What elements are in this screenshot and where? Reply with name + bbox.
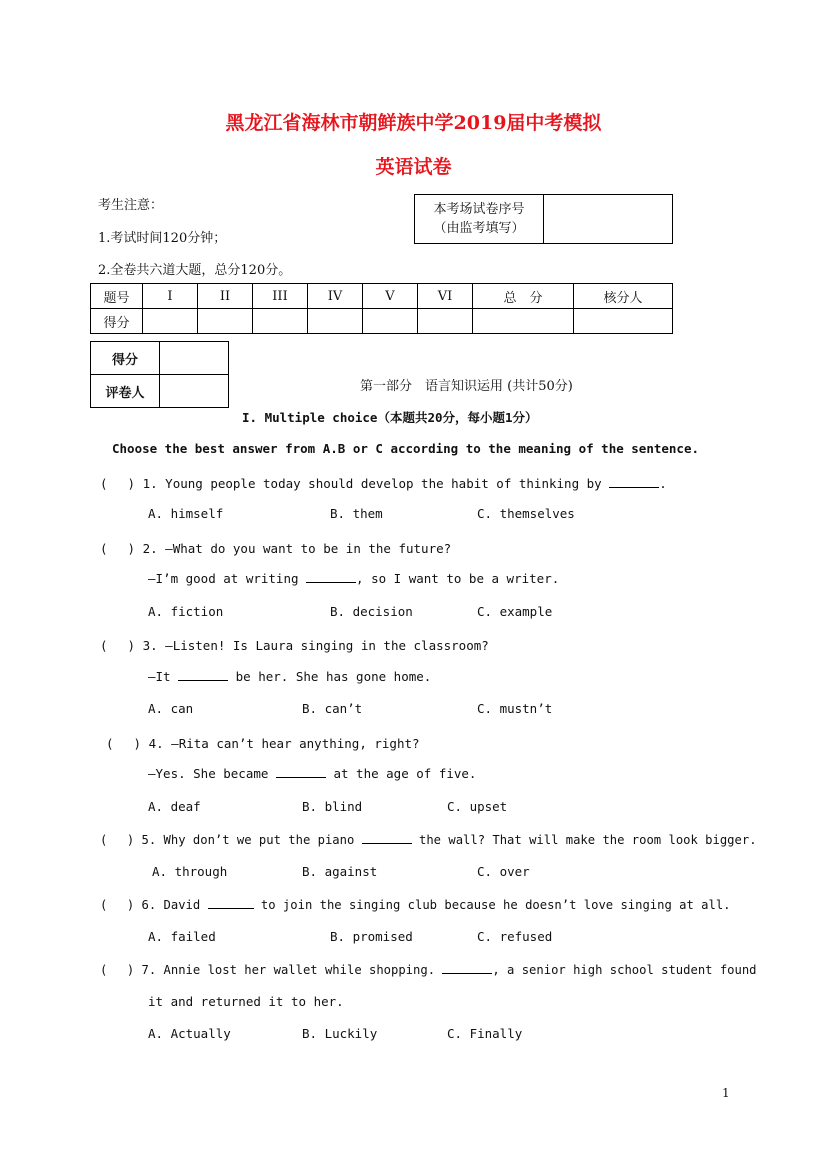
- question-7-option-c: C. Finally: [447, 1026, 523, 1041]
- score-cell[interactable]: [253, 309, 308, 334]
- question-5-option-b: B. against: [302, 864, 378, 879]
- question-2-line-2: —I’m good at writing , so I want to be a writer.: [148, 571, 560, 586]
- score-table-col-2: II: [198, 284, 253, 309]
- question-6-option-b: B. promised: [330, 929, 413, 944]
- question-2-stem: ( ) 2. —What do you want to be in the future?: [100, 541, 452, 556]
- question-6-option-a: A. failed: [148, 929, 216, 944]
- question-4-option-b: B. blind: [302, 799, 363, 814]
- document-title: 黑龙江省海林市朝鲜族中学2019届中考模拟: [225, 112, 602, 134]
- notice-line-1: 1.考试时间120分钟；: [98, 231, 227, 246]
- notice-line-2: 2.全卷共六道大题，总分120分。: [98, 263, 292, 278]
- score-cell[interactable]: [418, 309, 473, 334]
- question-6-stem: ( ) 6. David to join the singing club because he doesn’t love singing at all.: [100, 898, 731, 912]
- answer-blank: [178, 680, 228, 681]
- answer-blank: [362, 843, 412, 844]
- score-table-col-3: III: [253, 284, 308, 309]
- question-5-stem: ( ) 5. Why don’t we put the piano the wall? That will make the room look bigger.: [100, 833, 757, 847]
- answer-blank: [276, 777, 326, 778]
- grader-box: [90, 341, 229, 408]
- question-3-line-2: —It be her. She has gone home.: [148, 669, 432, 684]
- question-2-option-c: C. example: [477, 604, 553, 619]
- score-cell[interactable]: [473, 309, 574, 334]
- question-2-option-a: A. fiction: [148, 604, 224, 619]
- question-3-option-a: A. can: [148, 701, 194, 716]
- answer-blank: [208, 908, 254, 909]
- score-table-col-6: VI: [418, 284, 473, 309]
- question-5-option-a: A. through: [152, 864, 228, 879]
- section-title-text: I. Multiple choice（本题共20分，每小题1分）: [242, 410, 538, 425]
- question-6-option-c: C. refused: [477, 929, 553, 944]
- question-1-option-b: B. them: [330, 506, 383, 521]
- score-cell[interactable]: [143, 309, 198, 334]
- question-3-option-b: B. can’t: [302, 701, 363, 716]
- question-4-option-c: C. upset: [447, 799, 508, 814]
- question-7-option-a: A. Actually: [148, 1026, 231, 1041]
- question-1-option-a: A. himself: [148, 506, 224, 521]
- score-cell[interactable]: [198, 309, 253, 334]
- score-table: [90, 283, 673, 334]
- score-table-col-1: I: [143, 284, 198, 309]
- document-subtitle: 英语试卷: [375, 156, 452, 178]
- question-7-option-b: B. Luckily: [302, 1026, 378, 1041]
- serial-number-label: [415, 195, 544, 244]
- page-number: 1: [722, 1086, 730, 1100]
- question-3-option-c: C. mustn’t: [477, 701, 553, 716]
- score-table-col-total: 总 分: [473, 284, 574, 309]
- score-table-row-label: 题号: [91, 284, 143, 309]
- answer-blank: [609, 487, 659, 488]
- serial-number-cell[interactable]: [544, 195, 673, 244]
- question-1-option-c: C. themselves: [477, 506, 575, 521]
- grader-score-cell[interactable]: [160, 342, 229, 375]
- score-table-col-checker: 核分人: [574, 284, 673, 309]
- score-cell[interactable]: [363, 309, 418, 334]
- question-7-line-2: it and returned it to her.: [148, 994, 344, 1009]
- serial-number-box: [414, 194, 673, 244]
- question-4-option-a: A. deaf: [148, 799, 201, 814]
- grader-score-label: 得分: [91, 342, 160, 375]
- section-title: [242, 408, 538, 426]
- score-table-col-5: V: [363, 284, 418, 309]
- serial-label-line-1: 本考场试卷序号: [433, 202, 525, 217]
- serial-label-line-2: （由监考填写）: [433, 221, 525, 236]
- grader-name-label: 评卷人: [91, 375, 160, 408]
- part-heading: 第一部分 语言知识运用 (共计50分): [360, 379, 573, 394]
- question-1-stem: ( ) 1. Young people today should develop the habit of thinking by .: [100, 476, 667, 491]
- score-cell[interactable]: [574, 309, 673, 334]
- answer-blank: [306, 582, 356, 583]
- question-5-option-c: C. over: [477, 864, 530, 879]
- score-table-col-4: IV: [308, 284, 363, 309]
- score-cell[interactable]: [308, 309, 363, 334]
- score-table-row-label: 得分: [91, 309, 143, 334]
- section-instruction: Choose the best answer from A.B or C according to the meaning of the sentence.: [112, 441, 699, 456]
- question-7-stem: ( ) 7. Annie lost her wallet while shopping. , a senior high school student found: [100, 963, 757, 977]
- grader-name-cell[interactable]: [160, 375, 229, 408]
- notice-heading: 考生注意：: [98, 198, 164, 213]
- question-3-stem: ( ) 3. —Listen! Is Laura singing in the classroom?: [100, 638, 489, 653]
- question-4-stem: ( ) 4. —Rita can’t hear anything, right?: [106, 736, 420, 751]
- answer-blank: [442, 973, 492, 974]
- question-2-option-b: B. decision: [330, 604, 413, 619]
- question-4-line-2: —Yes. She became at the age of five.: [148, 766, 477, 781]
